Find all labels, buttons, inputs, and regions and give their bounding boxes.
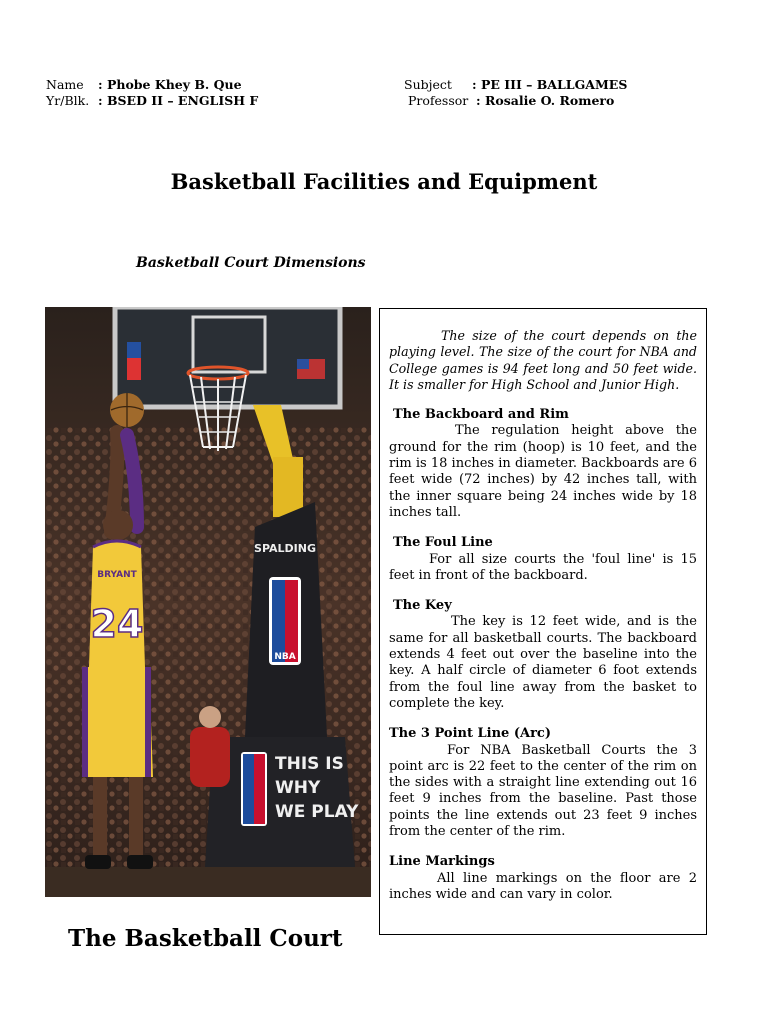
heading-3-point-line: The 3 Point Line (Arc) — [389, 726, 551, 742]
basketball-photo — [45, 307, 371, 897]
name-label: Name — [46, 77, 84, 92]
subject-value: : PE III – BALLGAMES — [472, 77, 628, 92]
body-3-point-line: For NBA Basketball Courts the 3 point arc is 22 feet to the center of the rim on the sides with a straight line extending out 16 feet 9 inches from the baseline. Past those points the line extends out 23 feet 9 inches from the center of the rim. — [389, 742, 697, 840]
name-value: : Phobe Khey B. Que — [98, 77, 242, 92]
spectator — [190, 727, 230, 787]
nba-logo-text: NBA — [274, 652, 296, 662]
yrblk-value: : BSED II – ENGLISH F — [98, 93, 259, 108]
body-foul-line: For all size courts the 'foul line' is 15 feet in front of the backboard. — [389, 551, 697, 583]
intro-paragraph: The size of the court depends on the playing level. The size of the court for NBA and College games is 94 feet long and 50 feet wide. It is smaller for High School and Junior High. — [389, 328, 697, 392]
document-title: Basketball Facilities and Equipment — [170, 169, 598, 194]
backboard — [115, 307, 340, 407]
heading-foul-line: The Foul Line — [393, 535, 493, 551]
header-left — [46, 77, 258, 109]
subject-label: Subject — [404, 77, 452, 92]
heading-backboard-rim: The Backboard and Rim — [393, 407, 569, 423]
banner-line-3: WE PLAY — [275, 802, 359, 822]
banner-line-2: WHY — [275, 778, 321, 798]
yrblk-label: Yr/Blk. — [46, 93, 90, 108]
jersey-number: 24 — [90, 602, 144, 646]
body-key: The key is 12 feet wide, and is the same for all basketball courts. The backboard extends 4 feet out over the baseline into the key. A half circle of diameter 6 foot extends from the foul line away from the basket to complete the key. — [389, 614, 697, 711]
banner-line-1: THIS IS — [275, 754, 344, 774]
header-right — [404, 77, 627, 109]
photo-caption: The Basketball Court — [68, 925, 343, 952]
body-backboard-rim: The regulation height above the ground for the rim (hoop) is 10 feet, and the rim is 18 inches in diameter. Backboards are 6 feet wide (72 inches) by 42 inches tall, with the inner square being 24 inches wide by 18 inches tall. — [389, 423, 697, 520]
heading-key: The Key — [393, 598, 452, 614]
professor-label: Professor — [408, 93, 469, 108]
heading-line-markings: Line Markings — [389, 854, 495, 870]
body-line-markings: All line markings on the floor are 2 inches wide and can vary in color. — [389, 870, 697, 902]
jersey-name: BRYANT — [97, 570, 137, 580]
section-title: Basketball Court Dimensions — [136, 255, 366, 271]
dimensions-textbox — [379, 308, 707, 935]
stanchion-brand: SPALDING — [254, 542, 316, 555]
professor-value: : Rosalie O. Romero — [476, 93, 615, 108]
